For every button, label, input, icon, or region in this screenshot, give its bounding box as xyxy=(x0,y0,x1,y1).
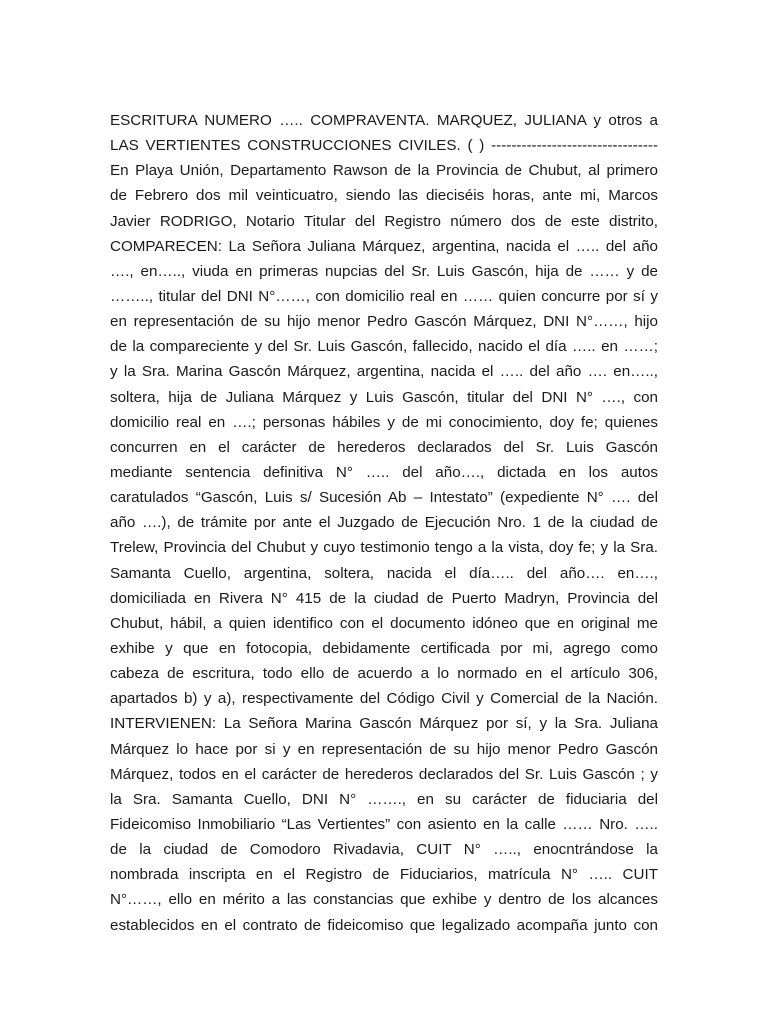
text-line: Trelew, Provincia del Chubut y cuyo testimonio tengo a la vista, doy fe; y la Sra. xyxy=(110,539,658,557)
text-line: Márquez, todos en el carácter de herederos declarados del Sr. Luis Gascón ; y xyxy=(110,765,658,783)
text-line: apartados b) y a), respectivamente del Código Civil y Comercial de la Nación. xyxy=(110,690,658,708)
text-line: soltera, hija de Juliana Márquez y Luis Gascón, titular del DNI N° …., con xyxy=(110,388,658,406)
text-line: concurren en el carácter de herederos declarados del Sr. Luis Gascón xyxy=(110,438,658,456)
text-line: LAS VERTIENTES CONSTRUCCIONES CIVILES. ( ) --------------------------------- xyxy=(110,137,658,155)
text-line: Márquez lo hace por si y en representación de su hijo menor Pedro Gascón xyxy=(110,740,658,758)
text-line: de la ciudad de Comodoro Rivadavia, CUIT N° ….., enocntrándose la xyxy=(110,841,658,859)
text-line: y la Sra. Marina Gascón Márquez, argentina, nacida el ….. del año …. en….., xyxy=(110,363,658,381)
text-line: ESCRITURA NUMERO ….. COMPRAVENTA. MARQUEZ, JULIANA y otros a xyxy=(110,112,658,129)
text-line: en representación de su hijo menor Pedro Gascón Márquez, DNI N°……, hijo xyxy=(110,313,658,331)
text-line: caratulados “Gascón, Luis s/ Sucesión Ab – Intestato” (expediente N° …. del xyxy=(110,489,658,507)
text-line: establecidos en el contrato de fideicomiso que legalizado acompaña junto con xyxy=(110,916,658,934)
text-line: COMPARECEN: La Señora Juliana Márquez, argentina, nacida el ….. del año xyxy=(110,237,658,255)
text-line: N°……, ello en mérito a las constancias que exhibe y dentro de los alcances xyxy=(110,891,658,909)
text-line: mediante sentencia definitiva N° ….. del año…., dictada en los autos xyxy=(110,463,658,481)
text-line: …….., titular del DNI N°……, con domicilio real en …… quien concurre por sí y xyxy=(110,287,658,305)
text-line: la Sra. Samanta Cuello, DNI N° ……., en su carácter de fiduciaria del xyxy=(110,790,658,808)
text-line: Samanta Cuello, argentina, soltera, nacida el día….. del año…. en…., xyxy=(110,564,658,582)
text-line: …., en….., viuda en primeras nupcias del Sr. Luis Gascón, hija de …… y de xyxy=(110,262,658,280)
text-line: Javier RODRIGO, Notario Titular del Registro número dos de este distrito, xyxy=(110,212,658,230)
text-line: domicilio real en ….; personas hábiles y de mi conocimiento, doy fe; quienes xyxy=(110,413,658,431)
text-line: de la compareciente y del Sr. Luis Gascón, fallecido, nacido el día ….. en ……; xyxy=(110,338,658,356)
text-line: de Febrero dos mil veinticuatro, siendo las dieciséis horas, ante mi, Marcos xyxy=(110,187,658,205)
text-line: nombrada inscripta en el Registro de Fiduciarios, matrícula N° ….. CUIT xyxy=(110,866,658,884)
text-line: Fideicomiso Inmobiliario “Las Vertientes” con asiento en la calle …… Nro. ….. xyxy=(110,815,658,833)
text-line: cabeza de escritura, todo ello de acuerdo a lo normado en el artículo 306, xyxy=(110,665,658,683)
text-line: exhibe y que en fotocopia, debidamente certificada por mi, agrego como xyxy=(110,639,658,657)
text-line: En Playa Unión, Departamento Rawson de la Provincia de Chubut, al primero xyxy=(110,162,658,180)
deed-body-text xyxy=(110,108,658,938)
text-line: domiciliada en Rivera N° 415 de la ciudad de Puerto Madryn, Provincia del xyxy=(110,589,658,607)
text-line: año ….), de trámite por ante el Juzgado de Ejecución Nro. 1 de la ciudad de xyxy=(110,514,658,532)
text-line: Chubut, hábil, a quien identifico con el documento idóneo que en original me xyxy=(110,614,658,632)
text-line: INTERVIENEN: La Señora Marina Gascón Márquez por sí, y la Sra. Juliana xyxy=(110,715,658,733)
